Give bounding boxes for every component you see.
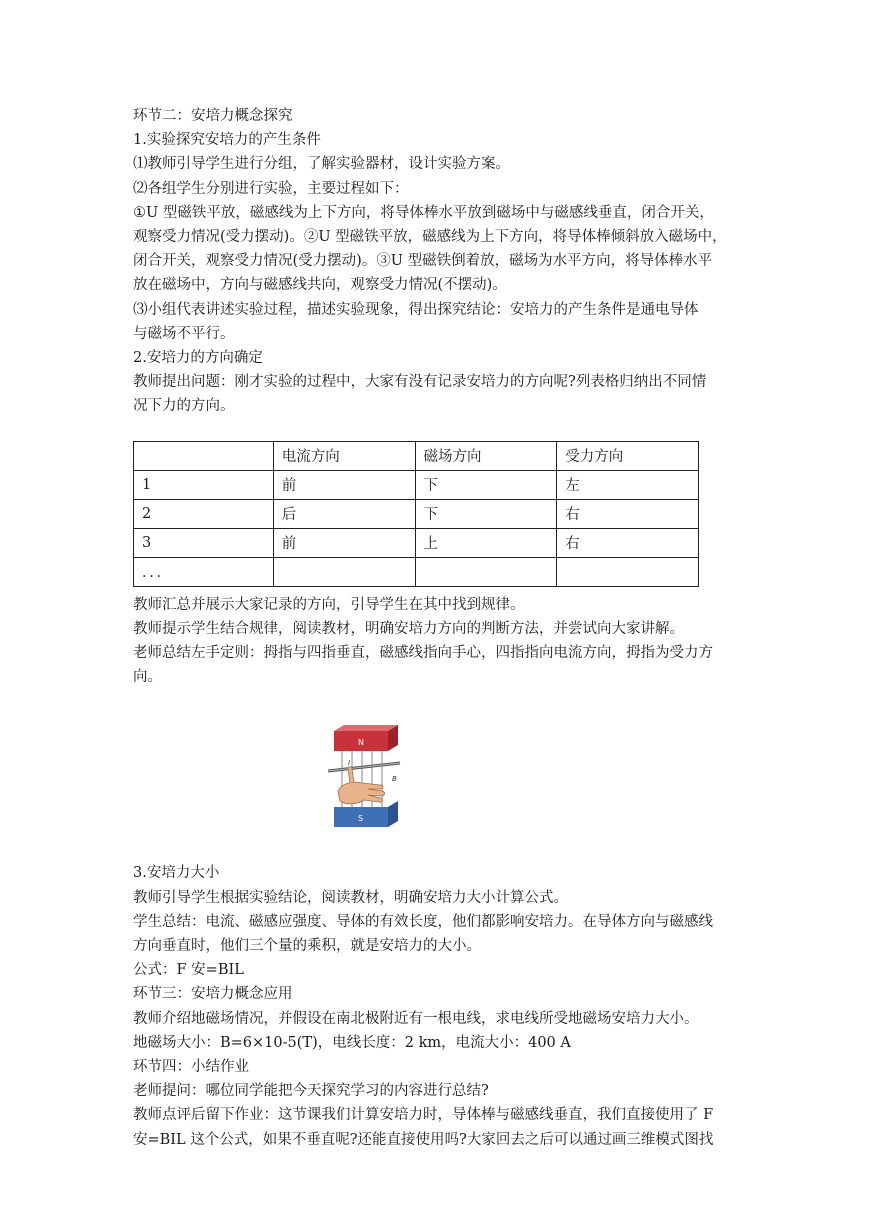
section4-heading: 环节四：小结作业 [133, 1059, 249, 1076]
table-cell: 下 [415, 499, 557, 528]
student-summary-line2: 方向垂直时，他们三个量的乘积，就是安培力的大小。 [133, 938, 481, 955]
table-cell: 右 [557, 499, 699, 528]
section3-values: 地磁场大小：B=6×10-5(T)，电线长度：2 km，电流大小：400 A [133, 1034, 571, 1051]
step2-text: ⑵各组学生分别进行实验，主要过程如下： [133, 180, 409, 197]
summary-paragraph: 教师汇总并展示大家记录的方向，引导学生在其中找到规律。 [133, 596, 525, 613]
table-cell: 2 [134, 499, 274, 528]
current-label: I [348, 759, 351, 768]
table-row [134, 499, 699, 528]
left-hand-rule-figure [133, 703, 738, 853]
section2-heading: 环节二：安培力概念探究 [133, 108, 293, 124]
table-cell: 下 [415, 470, 557, 499]
section3-paragraph: 教师介绍地磁场情况，并假设在南北极附近有一根电线，求电线所受地磁场安培力大小。 [133, 1010, 699, 1027]
left-hand-shape [338, 783, 385, 805]
table-header-cell: 电流方向 [273, 441, 415, 470]
question-line1: 教师提出问题：刚才实验的过程中，大家有没有记录安培力的方向呢?列表格归纳出不同情 [133, 374, 707, 391]
homework-line1: 教师点评后留下作业：这节课我们计算安培力时，导体棒与磁感线垂直，我们直接使用了 F [133, 1107, 714, 1124]
south-pole-side-face [388, 801, 398, 827]
table-row [134, 470, 699, 499]
magnet-hand-illustration [328, 725, 404, 835]
section3-heading: 环节三：安培力概念应用 [133, 986, 293, 1003]
student-summary-line1: 学生总结：电流、磁感应强度、导体的有效长度，他们都影响安培力。在导体方向与磁感线 [133, 913, 713, 930]
step3-line1: ⑶小组代表讲述实验过程，描述实验现象，得出探究结论：安培力的产生条件是通电导体 [133, 301, 699, 318]
conductor-rod-highlight [328, 763, 400, 771]
table-header-row [134, 441, 699, 470]
table-header-cell: 磁场方向 [415, 441, 557, 470]
part1-title: 1.实验探究安培力的产生条件 [133, 132, 321, 149]
direction-table [133, 441, 699, 587]
step1-text: ⑴教师引导学生进行分组，了解实验器材，设计实验方案。 [133, 156, 510, 173]
table-header-cell [134, 441, 274, 470]
part2-title: 2.安培力的方向确定 [133, 350, 263, 367]
document-body [133, 104, 738, 1152]
table-row [134, 557, 699, 586]
section4-question: 老师提问：哪位同学能把今天探究学习的内容进行总结? [133, 1083, 489, 1100]
part3-paragraph: 教师引导学生根据实验结论，阅读教材，明确安培力大小计算公式。 [133, 889, 568, 906]
step2-detail-line1: ①U 型磁铁平放，磁感线为上下方向，将导体棒水平放到磁场中与磁感线垂直，闭合开关， [133, 204, 714, 221]
table-cell: 前 [273, 470, 415, 499]
step2-detail-line2: 观察受力情况(受力摆动)。②U 型磁铁平放，磁感线为上下方向，将导体棒倾斜放入磁场中， [133, 229, 727, 246]
table-cell: 3 [134, 528, 274, 557]
table-cell [415, 557, 557, 586]
table-cell [273, 557, 415, 586]
formula-line: 公式：F 安=BIL [133, 962, 244, 979]
south-pole-label: S [358, 814, 364, 824]
table-cell: ．．． [134, 557, 274, 586]
table-header-cell: 受力方向 [557, 441, 699, 470]
left-hand-rule-line1: 老师总结左手定则：拇指与四指垂直，磁感线指向手心，四指指向电流方向，拇指为受力方 [133, 645, 713, 662]
table-cell: 左 [557, 470, 699, 499]
north-pole-top-face [334, 725, 398, 731]
table-cell [557, 557, 699, 586]
hint-paragraph: 教师提示学生结合规律，阅读教材，明确安培力方向的判断方法，并尝试向大家讲解。 [133, 620, 684, 637]
table-cell: 前 [273, 528, 415, 557]
left-hand-rule-line2: 向。 [133, 669, 162, 686]
table-row [134, 528, 699, 557]
question-line2: 况下力的方向。 [133, 398, 235, 415]
table-cell: 上 [415, 528, 557, 557]
field-label: B [392, 775, 397, 784]
table-cell: 1 [134, 470, 274, 499]
step2-detail-line4: 放在磁场中，方向与磁感线共向，观察受力情况(不摆动)。 [133, 277, 507, 294]
step3-line2: 与磁场不平行。 [133, 325, 235, 342]
table-cell: 后 [273, 499, 415, 528]
part3-title: 3.安培力大小 [133, 865, 220, 882]
homework-line2: 安=BIL 这个公式，如果不垂直呢?还能直接使用吗?大家回去之后可以通过画三维模式图找 [133, 1131, 714, 1148]
north-pole-label: N [358, 738, 364, 748]
step2-detail-line3: 闭合开关，观察受力情况(受力摆动)。③U 型磁铁倒着放，磁场为水平方向，将导体棒水平 [133, 253, 713, 270]
table-cell: 右 [557, 528, 699, 557]
